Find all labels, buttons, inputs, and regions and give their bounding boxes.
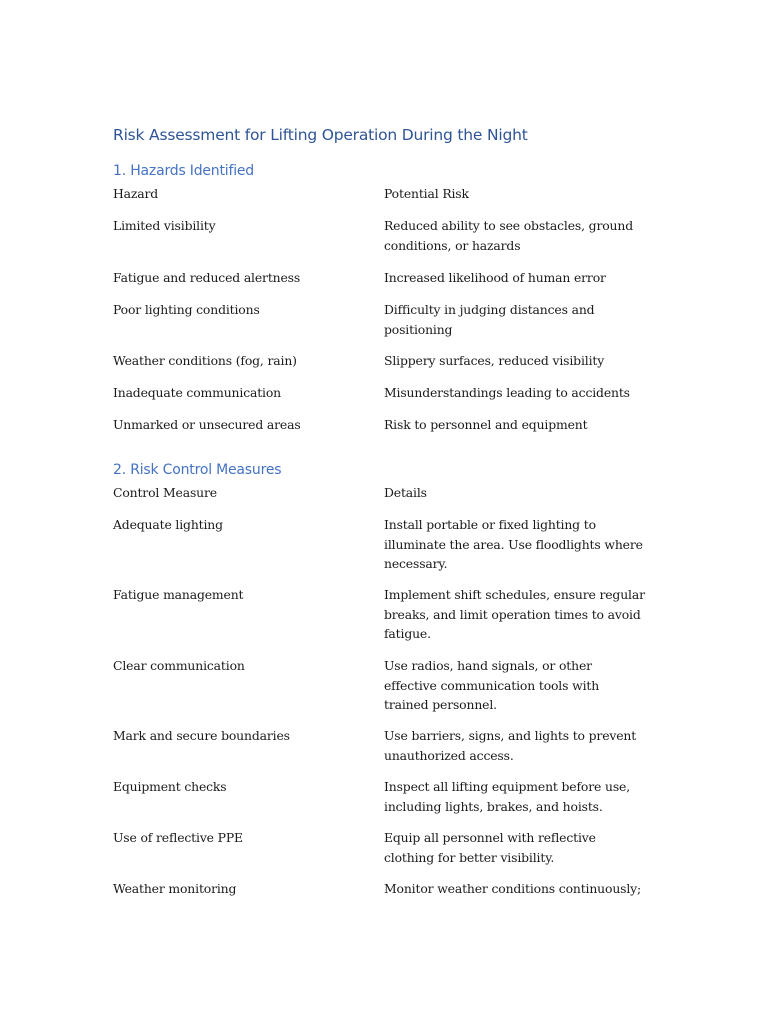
- controls-heading: 2. Risk Control Measures: [113, 462, 282, 478]
- hazard-cell: Fatigue and reduced alertness: [113, 270, 301, 285]
- control-measure-cell: Mark and secure boundaries: [113, 728, 290, 743]
- hazard-cell: Poor lighting conditions: [113, 302, 260, 317]
- risk-cell: Reduced ability to see obstacles, ground conditions, or hazards: [384, 218, 633, 253]
- control-measure-cell: Adequate lighting: [113, 517, 223, 532]
- hazards-column-header-hazard: Hazard: [113, 186, 159, 201]
- hazards-column-header-risk: Potential Risk: [384, 186, 469, 201]
- control-details-cell: Implement shift schedules, ensure regular breaks, and limit operation times to avoid fatigue.: [384, 587, 645, 641]
- document-title: Risk Assessment for Lifting Operation During the Night: [113, 126, 528, 144]
- risk-cell: Slippery surfaces, reduced visibility: [384, 353, 605, 368]
- control-details-cell: Use barriers, signs, and lights to prevent unauthorized access.: [384, 728, 637, 763]
- hazard-cell: Limited visibility: [113, 218, 216, 233]
- hazard-cell: Inadequate communication: [113, 385, 282, 400]
- risk-cell: Increased likelihood of human error: [384, 270, 606, 285]
- control-measure-cell: Fatigue management: [113, 587, 244, 602]
- control-details-cell: Equip all personnel with reflective clothing for better visibility.: [384, 830, 596, 865]
- control-details-cell: Install portable or fixed lighting to illuminate the area. Use floodlights where necessary.: [384, 517, 643, 571]
- hazard-cell: Weather conditions (fog, rain): [113, 353, 297, 368]
- controls-column-header-details: Details: [384, 485, 427, 500]
- hazards-heading: 1. Hazards Identified: [113, 163, 254, 179]
- control-measure-cell: Equipment checks: [113, 779, 227, 794]
- control-measure-cell: Use of reflective PPE: [113, 830, 243, 845]
- risk-cell: Difficulty in judging distances and positioning: [384, 302, 595, 337]
- risk-cell: Misunderstandings leading to accidents: [384, 385, 630, 400]
- risk-cell: Risk to personnel and equipment: [384, 417, 588, 432]
- control-measure-cell: Weather monitoring: [113, 881, 237, 896]
- control-details-cell: Inspect all lifting equipment before use, including lights, brakes, and hoists.: [384, 779, 630, 814]
- control-details-cell: Monitor weather conditions continuously;: [384, 881, 642, 896]
- control-details-cell: Use radios, hand signals, or other effective communication tools with trained personnel.: [384, 658, 600, 712]
- control-measure-cell: Clear communication: [113, 658, 245, 673]
- hazard-cell: Unmarked or unsecured areas: [113, 417, 301, 432]
- controls-column-header-measure: Control Measure: [113, 485, 217, 500]
